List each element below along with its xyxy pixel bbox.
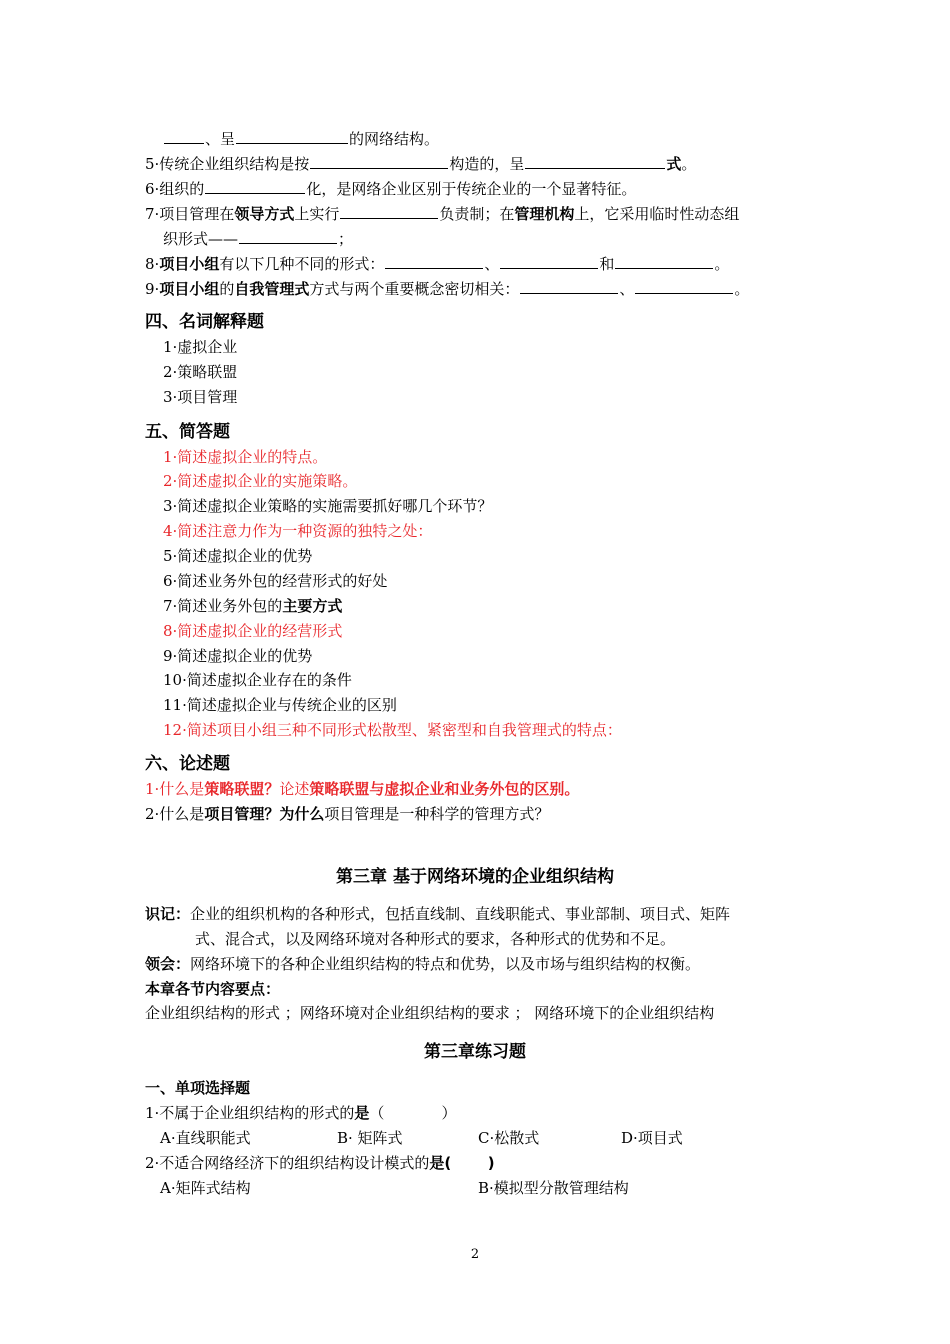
blank	[615, 252, 713, 269]
chapter-title: 第三章 基于网络环境的企业组织结构	[336, 867, 614, 887]
section-heading-terms: 四、名词解释题	[145, 312, 264, 332]
option: A·直线职能式	[160, 1129, 251, 1147]
blank	[340, 202, 438, 219]
list-item: 9·简述虚拟企业的优势	[163, 647, 313, 665]
page-number: 2	[470, 1247, 480, 1262]
option: D·项目式	[621, 1129, 683, 1147]
list-item: 12·简述项目小组三种不同形式松散型、紧密型和自我管理式的特点：	[163, 721, 622, 739]
fill-line-6: 6·组织的 化，是网络企业区别于传统企业的一个显著特征。	[145, 177, 636, 200]
blank	[525, 152, 665, 169]
fill-line-0: 、呈 的网络结构。	[163, 127, 439, 150]
exercise-section-heading: 一、单项选择题	[145, 1079, 251, 1097]
blank	[205, 177, 305, 194]
list-item: 4·简述注意力作为一种资源的独特之处：	[163, 522, 433, 540]
blank	[385, 252, 483, 269]
option: B· 矩阵式	[337, 1129, 403, 1147]
section-heading-short-answer: 五、简答题	[145, 422, 230, 442]
list-item: 3·简述虚拟企业策略的实施需要抓好哪几个环节？	[163, 497, 493, 515]
blank	[520, 277, 618, 294]
fill-line-9: 9·项目小组的自我管理式方式与两个重要概念密切相关： 、 。	[145, 277, 749, 300]
fill-line-7b: 织形式—— ；	[163, 227, 353, 250]
fill-line-8: 8·项目小组有以下几种不同的形式： 、 和 。	[145, 252, 729, 275]
shiji-line-2: 式、混合式，以及网络环境对各种形式的要求，各种形式的优势和不足。	[195, 930, 676, 948]
mcq-question-2: 2·不适合网络经济下的组织结构设计模式的是( )	[145, 1154, 495, 1172]
blank	[164, 127, 204, 144]
points-text: 企业组织结构的形式 ；网络环境对企业组织结构的要求 ； 网络环境下的企业组织结构	[145, 1004, 715, 1022]
points-label: 本章各节内容要点：	[145, 980, 281, 998]
list-item: 1·简述虚拟企业的特点。	[163, 448, 328, 466]
essay-question-1: 1·什么是策略联盟？论述策略联盟与虚拟企业和业务外包的区别。	[145, 780, 580, 798]
section-heading-essay: 六、论述题	[145, 754, 230, 774]
blank	[236, 127, 348, 144]
list-item: 6·简述业务外包的经营形式的好处	[163, 572, 388, 590]
list-item: 10·简述虚拟企业存在的条件	[163, 671, 352, 689]
list-item: 2·简述虚拟企业的实施策略。	[163, 472, 358, 490]
fill-line-7: 7·项目管理在领导方式上实行 负责制；在管理机构上，它采用临时性动态组	[145, 202, 739, 225]
blank	[500, 252, 598, 269]
list-item: 8·简述虚拟企业的经营形式	[163, 622, 343, 640]
blank	[635, 277, 733, 294]
list-item: 5·简述虚拟企业的优势	[163, 547, 313, 565]
list-item: 2·策略联盟	[163, 363, 238, 381]
list-item: 3·项目管理	[163, 388, 238, 406]
linghui-line: 领会：网络环境下的各种企业组织结构的特点和优势，以及市场与组织结构的权衡。	[145, 955, 701, 973]
blank	[310, 152, 448, 169]
exercise-title: 第三章练习题	[424, 1042, 526, 1062]
fill-line-5: 5·传统企业组织结构是按 构造的，呈 式。	[145, 152, 696, 175]
essay-question-2: 2·什么是项目管理？为什么项目管理是一种科学的管理方式？	[145, 805, 550, 823]
shiji-line-1: 识记：企业的组织机构的各种形式，包括直线制、直线职能式、事业部制、项目式、矩阵	[145, 905, 731, 923]
mcq-question-1: 1·不属于企业组织结构的形式的是（ ）	[145, 1104, 457, 1122]
option: A·矩阵式结构	[160, 1179, 251, 1197]
list-item: 1·虚拟企业	[163, 338, 238, 356]
option: B·模拟型分散管理结构	[478, 1179, 629, 1197]
blank	[239, 227, 337, 244]
list-item: 11·简述虚拟企业与传统企业的区别	[163, 696, 397, 714]
list-item: 7·简述业务外包的主要方式	[163, 597, 343, 615]
option: C·松散式	[478, 1129, 540, 1147]
